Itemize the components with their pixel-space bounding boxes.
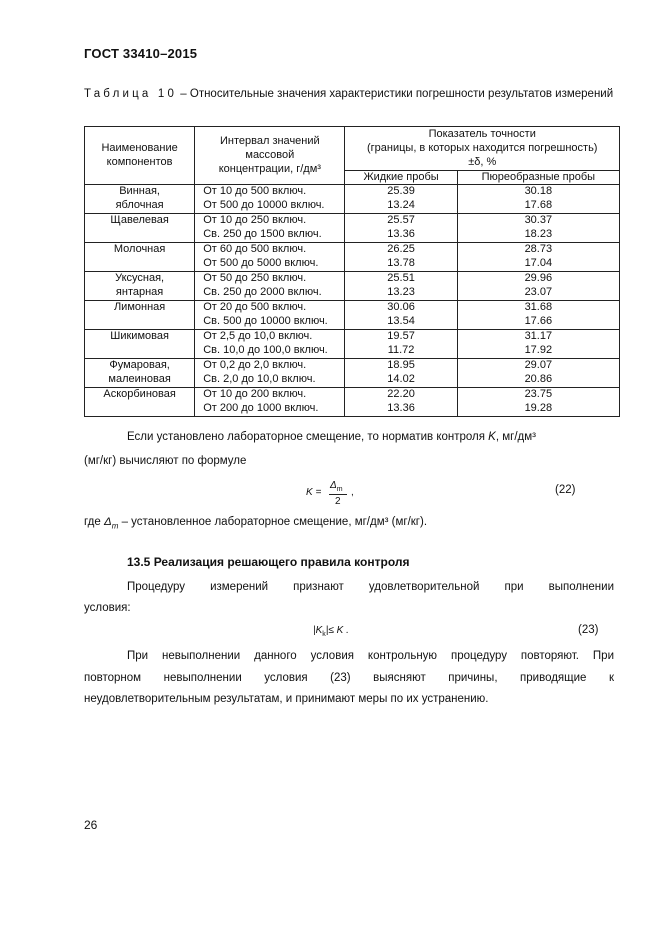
component-name: малеиновая — [108, 373, 171, 385]
accuracy-table — [84, 126, 620, 417]
range-cell: От 10 до 250 включ. — [203, 214, 307, 226]
puree-value: 17.66 — [524, 315, 553, 327]
liquid-value: 25.57 — [387, 214, 415, 226]
component-name: яблочная — [115, 199, 164, 211]
table-caption-text: – Относительные значения характеристики погрешности результатов измерений — [180, 88, 614, 100]
range-cell: От 2,5 до 10,0 включ. — [203, 330, 313, 342]
page-number: 26 — [84, 818, 98, 832]
header-accuracy: Показатель точности (границы, в которых находится погрешность) ±δ, % — [345, 127, 620, 171]
range-cell: Св. 2,0 до 10,0 включ. — [203, 373, 316, 385]
liquid-value: 13.54 — [387, 315, 415, 327]
liquid-value: 26.25 — [387, 243, 415, 255]
table-row — [85, 185, 620, 214]
liquid-value: 25.51 — [387, 272, 415, 284]
puree-value: 23.07 — [524, 286, 553, 298]
component-name: Аскорбиновая — [103, 388, 176, 400]
range-cell: Св. 10,0 до 100,0 включ. — [203, 344, 328, 356]
table-row — [85, 214, 620, 243]
liquid-value: 30.06 — [387, 301, 415, 313]
range-cell: От 60 до 500 включ. — [203, 243, 307, 255]
liquid-value: 11.72 — [387, 344, 415, 356]
liquid-value: 13.24 — [387, 199, 415, 211]
liquid-value: 14.02 — [387, 373, 415, 385]
liquid-value: 13.78 — [387, 257, 415, 269]
liquid-value: 22.20 — [387, 388, 415, 400]
puree-value: 23.75 — [524, 388, 553, 400]
table-row — [85, 359, 620, 388]
table-row — [85, 243, 620, 272]
component-name: Уксусная, — [115, 272, 165, 284]
range-cell: От 500 до 5000 включ. — [203, 257, 319, 269]
formula-23-number: (23) — [578, 624, 599, 636]
paragraph-procedure-line1: Процедуру измерений признают удовлетворительной при выполнении — [127, 581, 614, 593]
paragraph-norm-line2: (мг/кг) вычисляют по формуле — [84, 455, 247, 467]
range-cell: Св. 250 до 2000 включ. — [203, 286, 322, 298]
range-cell: От 20 до 500 включ. — [203, 301, 307, 313]
puree-value: 18.23 — [524, 228, 553, 240]
puree-value: 20.86 — [524, 373, 553, 385]
puree-value: 17.92 — [524, 344, 553, 356]
section-heading: 13.5 Реализация решающего правила контроля — [127, 555, 410, 569]
table-row — [85, 388, 620, 417]
table-row — [85, 330, 620, 359]
formula-23: $|K_k|\le K$ . — [313, 625, 349, 638]
range-cell: От 10 до 200 включ. — [203, 388, 307, 400]
component-name: Молочная — [113, 243, 166, 255]
liquid-value: 25.39 — [387, 185, 415, 197]
range-cell: От 10 до 500 включ. — [203, 185, 307, 197]
header-interval: Интервал значений массовой концентрации, г/дм³ — [195, 127, 345, 185]
table-caption — [84, 84, 614, 105]
component-name: Фумаровая, — [109, 359, 170, 371]
puree-value: 30.18 — [524, 185, 553, 197]
header-liquid: Жидкие пробы — [345, 171, 457, 185]
component-name: янтарная — [115, 286, 164, 298]
puree-value: 17.04 — [524, 257, 553, 269]
range-cell: От 50 до 250 включ. — [203, 272, 307, 284]
puree-value: 31.17 — [524, 330, 553, 342]
formula-22-number: (22) — [555, 484, 576, 496]
range-cell: От 0,2 до 2,0 включ. — [203, 359, 307, 371]
puree-value: 19.28 — [524, 402, 553, 414]
liquid-value: 18.95 — [387, 359, 415, 371]
paragraph-norm-line1: Если установлено лабораторное смещение, то норматив контроля K, мг/дм³ — [127, 431, 536, 443]
puree-value: 28.73 — [524, 243, 553, 255]
range-cell: От 500 до 10000 включ. — [203, 199, 325, 211]
table-caption-lead: Таблица 10 — [84, 88, 178, 100]
where-clause: где $\Delta_m$ – установленное лабораторное смещение, мг/дм³ (мг/кг). — [84, 516, 428, 531]
document-header: ГОСТ 33410–2015 — [84, 46, 198, 61]
table-row — [85, 301, 620, 330]
paragraph-repeat-line3: неудовлетворительным результатам, и принимают меры по их устранению. — [84, 693, 489, 705]
liquid-value: 19.57 — [387, 330, 415, 342]
paragraph-repeat-line2: повторном невыполнении условия (23) выясняют причины, приводящие к — [84, 672, 614, 684]
paragraph-repeat-line1: При невыполнении данного условия контрольную процедуру повторяют. При — [127, 650, 614, 662]
puree-value: 30.37 — [524, 214, 553, 226]
puree-value: 29.96 — [524, 272, 553, 284]
paragraph-procedure-line2: условия: — [84, 602, 131, 614]
range-cell: От 200 до 1000 включ. — [203, 402, 319, 414]
range-cell: Св. 500 до 10000 включ. — [203, 315, 328, 327]
liquid-value: 13.36 — [387, 228, 415, 240]
range-cell: Св. 250 до 1500 включ. — [203, 228, 322, 240]
header-component: Наименование компонентов — [85, 127, 195, 185]
component-name: Винная, — [119, 185, 160, 197]
table-row — [85, 272, 620, 301]
component-name: Шикимовая — [110, 330, 169, 342]
puree-value: 31.68 — [524, 301, 553, 313]
liquid-value: 13.23 — [387, 286, 415, 298]
header-puree: Пюреобразные пробы — [457, 171, 619, 185]
puree-value: 17.68 — [524, 199, 553, 211]
component-name: Лимонная — [113, 301, 166, 313]
puree-value: 29.07 — [524, 359, 553, 371]
component-name: Щавелевая — [110, 214, 169, 226]
fraction-bar — [329, 494, 347, 495]
liquid-value: 13.36 — [387, 402, 415, 414]
